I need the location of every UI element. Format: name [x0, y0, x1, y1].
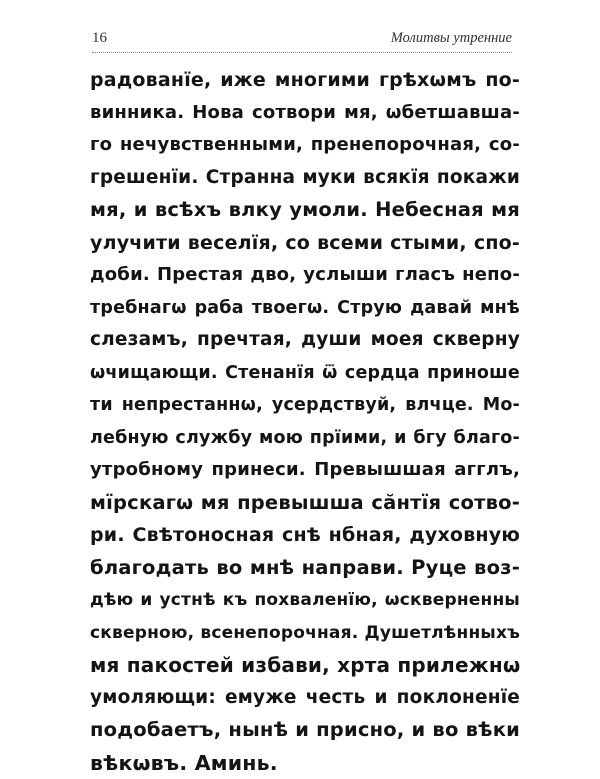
- text-line: радованїе, иже многими грѣхѡмъ по-: [90, 64, 520, 97]
- text-line: винника. Нова сотвори мя, ѡбетшавша-: [90, 97, 520, 130]
- text-line: подобаетъ, нынѣ и присно, и во вѣки: [90, 714, 520, 747]
- text-line: благодать во мнѣ направи. Руце воз-: [90, 552, 520, 585]
- page-number: 16: [92, 30, 107, 47]
- running-title: Молитвы утренние: [391, 30, 512, 47]
- text-line: скверною, всенепорочная. Душетлѣнныхъ: [90, 617, 520, 650]
- prayer-text: [90, 64, 520, 779]
- text-line: улучити веселїя, со всеми стыми, спо-: [90, 227, 520, 260]
- text-line: лебную службу мою прїими, и бгу благо-: [90, 422, 520, 455]
- text-line: грешенїи. Странна муки всякїя покажи: [90, 162, 520, 195]
- text-line: мя, и всѣхъ влку умоли. Небесная мя: [90, 194, 520, 227]
- text-line: ѡчищающи. Стенанїя ѿ сердца приноше: [90, 357, 520, 390]
- text-line: утробному принеси. Превышшая агглъ,: [90, 454, 520, 487]
- text-line: мїрскагѡ мя превышша сăнтїя сотво-: [90, 487, 520, 520]
- text-line-final: вѣкѡвъ. Аминь.: [90, 747, 520, 779]
- text-line: ри. Свѣтоносная снѣ нбная, духовную: [90, 519, 520, 552]
- text-line: требнагѡ раба твоегѡ. Струю давай мнѣ: [90, 292, 520, 325]
- text-line: слезамъ, пречтая, души моея скверну: [90, 324, 520, 357]
- page-header: [92, 30, 512, 52]
- text-line: доби. Престая дво, услыши гласъ непо-: [90, 259, 520, 292]
- text-line: умоляющи: емуже честь и поклоненїе: [90, 682, 520, 715]
- text-line: го нечувственными, пренепорочная, со-: [90, 129, 520, 162]
- header-divider: [92, 52, 512, 53]
- text-line: дѣю и устнѣ къ похваленїю, ѡскверненны: [90, 584, 520, 617]
- text-line: ти непрестаннѡ, усердствуй, влчце. Мо-: [90, 389, 520, 422]
- text-line: мя пакостей избави, хрта прилежнѡ: [90, 649, 520, 682]
